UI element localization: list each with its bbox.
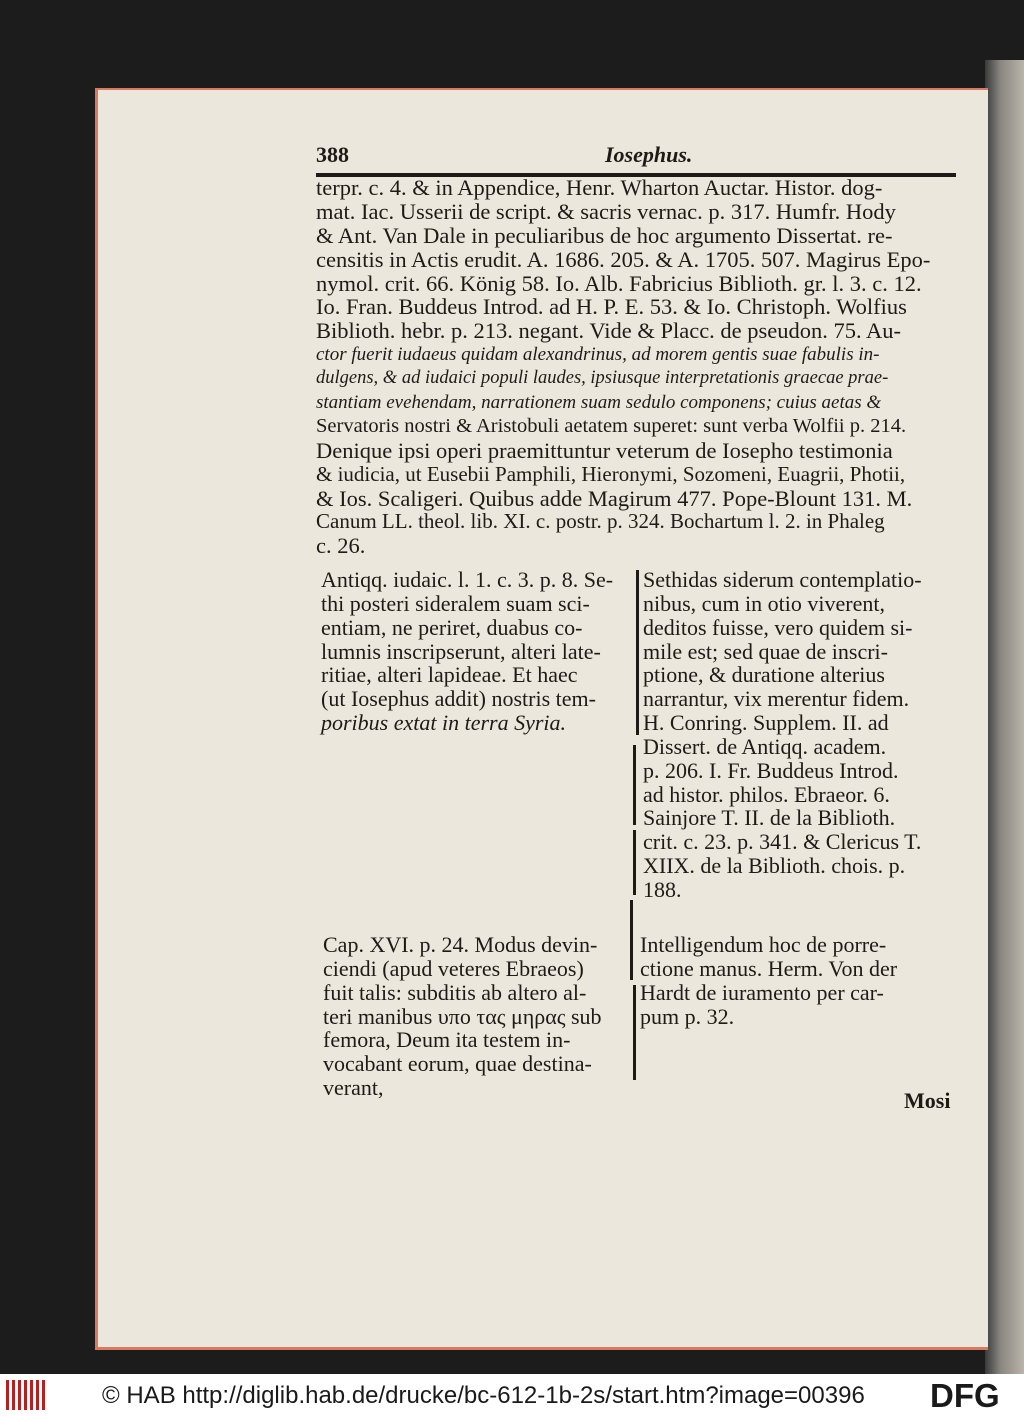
text-line: & Ant. Van Dale in peculiaribus de hoc argumento Dissertat. re- <box>316 222 893 248</box>
text-line: narrantur, vix merentur fidem. <box>643 686 910 712</box>
text-line: Biblioth. hebr. p. 213. negant. Vide & Placc. de pseudon. 75. Au- <box>316 318 902 344</box>
note-left-1 <box>321 568 613 735</box>
text-line: Intelligendum hoc de porre- <box>640 932 887 957</box>
text-line: ctione manus. Herm. Von der <box>640 955 898 981</box>
text-line: thi posteri sideralem suam sci- <box>321 590 590 616</box>
text-line: teri manibus υπο τας μηρας sub <box>323 1003 602 1029</box>
text-line: c. 26. <box>316 533 366 559</box>
column-divider <box>636 570 639 735</box>
text-line: pum p. 32. <box>640 1003 735 1029</box>
text-line: ptione, & duratione alterius <box>643 662 885 688</box>
text-line: p. 206. I. Fr. Buddeus Introd. <box>643 757 899 783</box>
text-line: mat. Iac. Usserii de script. & sacris vernac. p. 317. Humfr. Hody <box>316 198 896 224</box>
dfg-logo: DFG <box>930 1377 1000 1414</box>
text-line: & iudicia, ut Eusebii Pamphili, Hieronymi, Sozomeni, Euagrii, Photii, <box>316 461 906 486</box>
text-line: ctor fuerit iudaeus quidam alexandrinus, ad morem gentis suae fabulis in- <box>316 344 880 366</box>
hab-logo-icon <box>6 1380 46 1410</box>
text-line: ritiae, alteri lapideae. Et haec <box>321 662 578 688</box>
text-line: censitis in Actis erudit. A. 1686. 205. & A. 1705. 507. Magirus Epo- <box>316 246 931 272</box>
text-line: femora, Deum ita testem in- <box>323 1027 571 1053</box>
text-line: & Ios. Scaligeri. Quibus adde Magirum 477. Pope-Blount 131. M. <box>316 485 913 511</box>
book-page <box>95 88 988 1350</box>
text-line: dulgens, & ad iudaici populi laudes, ipsiusque interpretationis graecae prae- <box>316 368 889 389</box>
note-left-2 <box>323 933 602 1100</box>
main-paragraph <box>316 176 930 558</box>
text-line: stantiam evehendam, narrationem suam sedulo componens; cuius aetas & <box>316 392 882 414</box>
text-line: verant, <box>323 1075 384 1101</box>
text-line: ad histor. philos. Ebraeor. 6. <box>643 781 890 807</box>
text-line: H. Conring. Supplem. II. ad <box>643 710 889 736</box>
note-right-1 <box>643 568 922 902</box>
text-line: 188. <box>643 876 682 902</box>
text-line: Sethidas siderum contemplatio- <box>643 567 922 592</box>
text-line: entiam, ne periret, duabus co- <box>321 614 583 640</box>
text-line: Dissert. de Antiqq. academ. <box>643 733 887 759</box>
text-line: lumnis inscripserunt, alteri late- <box>321 638 601 664</box>
text-line: Servatoris nostri & Aristobuli aetatem superet: sunt verba Wolfii p. 214. <box>316 414 907 437</box>
column-divider <box>633 830 636 895</box>
text-line: poribus extat in terra Syria. <box>321 710 567 736</box>
text-line: mile est; sed quae de inscri- <box>643 638 888 664</box>
text-line: Denique ipsi operi praemittuntur veterum de Iosepho testimonia <box>316 437 893 463</box>
text-line: XIIX. de la Biblioth. chois. p. <box>643 853 906 879</box>
text-line: vocabant eorum, quae destina- <box>323 1051 592 1077</box>
adjacent-page-edge <box>985 60 1024 1380</box>
page-number: 388 <box>316 142 349 167</box>
text-line: nymol. crit. 66. König 58. Io. Alb. Fabricius Biblioth. gr. l. 3. c. 12. <box>316 270 922 296</box>
running-title: Iosephus. <box>605 142 693 167</box>
column-divider <box>633 985 636 1080</box>
catchword: Mosi <box>904 1088 951 1113</box>
text-line: Hardt de iuramento per car- <box>640 979 884 1005</box>
text-line: terpr. c. 4. & in Appendice, Henr. Wharton Auctar. Histor. dog- <box>316 175 883 200</box>
text-line: crit. c. 23. p. 341. & Clericus T. <box>643 829 922 855</box>
viewer-footer <box>0 1374 1024 1417</box>
text-line: Sainjore T. II. de la Biblioth. <box>643 805 896 831</box>
citation-link[interactable]: © HAB http://diglib.hab.de/drucke/bc-612-1b-2s/start.htm?image=00396 <box>102 1382 865 1409</box>
column-divider <box>633 745 636 825</box>
text-line: Canum LL. theol. lib. XI. c. postr. p. 324. Bochartum l. 2. in Phaleg <box>316 509 885 534</box>
text-line: deditos fuisse, vero quidem si- <box>643 614 913 640</box>
text-line: fuit talis: subditis ab altero al- <box>323 979 587 1005</box>
text-line: (ut Iosephus addit) nostris tem- <box>321 686 596 712</box>
note-right-2 <box>640 933 897 1028</box>
text-line: Cap. XVI. p. 24. Modus devin- <box>323 932 598 957</box>
text-line: Io. Fran. Buddeus Introd. ad H. P. E. 53. & Io. Christoph. Wolfius <box>316 294 907 320</box>
text-line: ciendi (apud veteres Ebraeos) <box>323 955 584 981</box>
column-divider <box>630 900 633 980</box>
text-line: nibus, cum in otio viverent, <box>643 590 885 616</box>
text-line: Antiqq. iudaic. l. 1. c. 3. p. 8. Se- <box>321 567 614 592</box>
